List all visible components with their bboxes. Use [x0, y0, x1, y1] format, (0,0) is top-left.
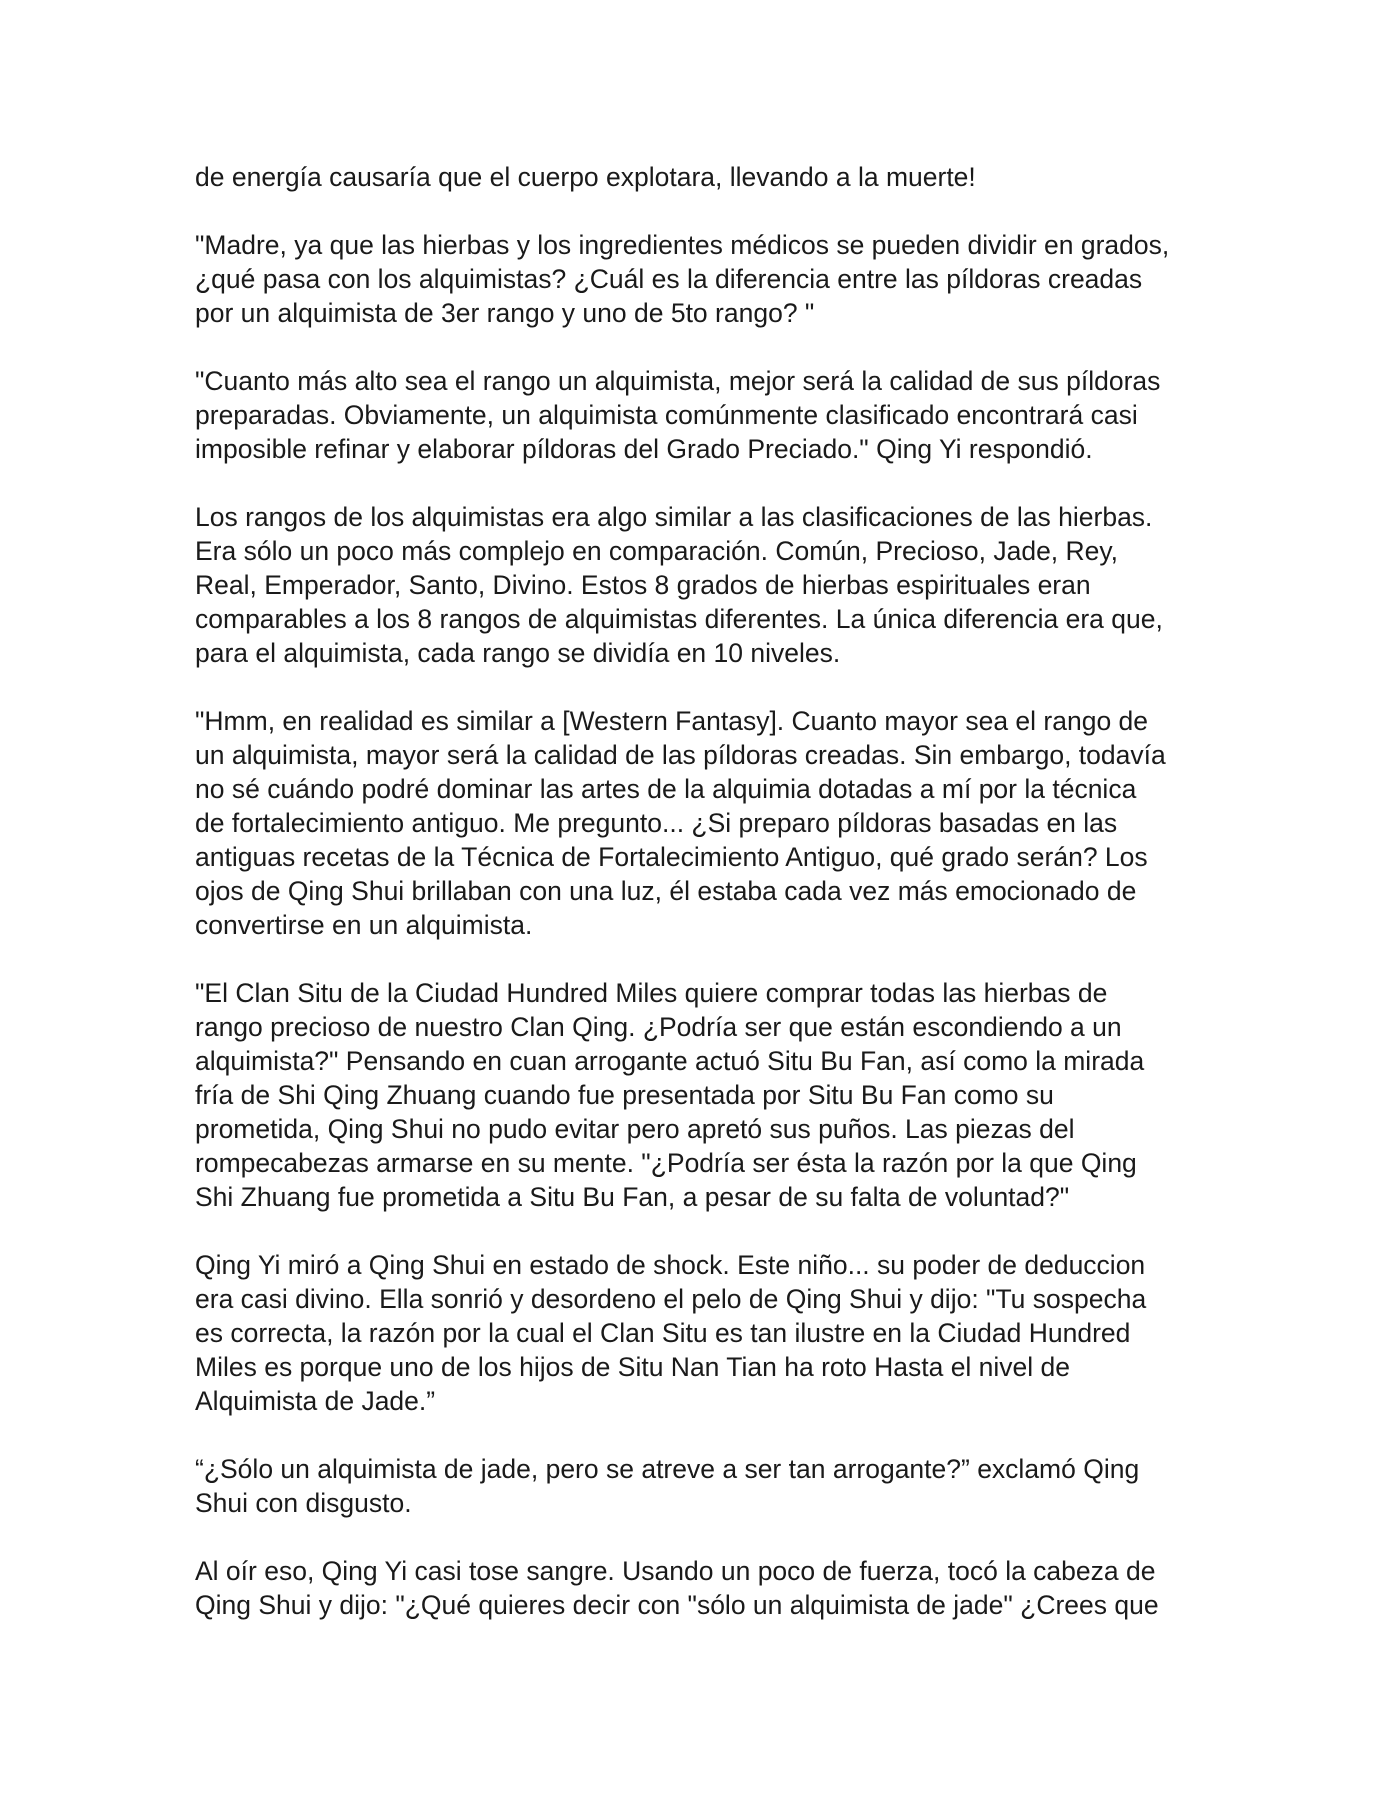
paragraph-1: de energía causaría que el cuerpo explotara, llevando a la muerte!	[195, 162, 976, 192]
paragraph-9: Al oír eso, Qing Yi casi tose sangre. Usando un poco de fuerza, tocó la cabeza de Qing Shui y dijo: "¿Qué quieres decir con "sólo un alquimista de jade" ¿Crees que	[195, 1556, 1159, 1620]
paragraph-6: "El Clan Situ de la Ciudad Hundred Miles quiere comprar todas las hierbas de rango precioso de nuestro Clan Qing. ¿Podría ser que están escondiendo a un alquimista?" Pensando en cuan arrogante actuó Situ Bu Fan, así como la mirada fría de Shi Qing Zhuang cuando fue presentada por Situ Bu Fan como su prometida, Qing Shui no pudo evitar pero apretó sus puños. Las piezas del rompecabezas armarse en su mente. "¿Podría ser ésta la razón por la que Qing Shi Zhuang fue prometida a Situ Bu Fan, a pesar de su falta de voluntad?"	[195, 978, 1145, 1212]
paragraph-4: Los rangos de los alquimistas era algo similar a las clasificaciones de las hierbas. Era sólo un poco más complejo en comparación. Común, Precioso, Jade, Rey, Real, Emperador, Santo, Divino. Estos 8 grados de hierbas espirituales eran comparables a los 8 rangos de alquimistas diferentes. La única diferencia era que, para el alquimista, cada rango se dividía en 10 niveles.	[195, 502, 1163, 668]
paragraph-7: Qing Yi miró a Qing Shui en estado de shock. Este niño... su poder de deduccion era casi divino. Ella sonrió y desordeno el pelo de Qing Shui y dijo: "Tu sospecha es correcta, la razón por la cual el Clan Situ es tan ilustre en la Ciudad Hundred Miles es porque uno de los hijos de Situ Nan Tian ha roto Hasta el nivel de Alquimista de Jade.”	[195, 1250, 1147, 1416]
paragraph-2: "Madre, ya que las hierbas y los ingredientes médicos se pueden dividir en grados, ¿qué pasa con los alquimistas? ¿Cuál es la diferencia entre las píldoras creadas por un alquimista de 3er rango y uno de 5to rango? "	[195, 230, 1170, 328]
paragraph-5: "Hmm, en realidad es similar a [Western Fantasy]. Cuanto mayor sea el rango de un alquimista, mayor será la calidad de las píldoras creadas. Sin embargo, todavía no sé cuándo podré dominar las artes de la alquimia dotadas a mí por la técnica de fortalecimiento antiguo. Me pregunto... ¿Si preparo píldoras basadas en las antiguas recetas de la Técnica de Fortalecimiento Antiguo, qué grado serán? Los ojos de Qing Shui brillaban con una luz, él estaba cada vez más emocionado de convertirse en un alquimista.	[195, 706, 1166, 940]
body-text	[195, 160, 1215, 1656]
paragraph-8: “¿Sólo un alquimista de jade, pero se atreve a ser tan arrogante?” exclamó Qing Shui con disgusto.	[195, 1454, 1140, 1518]
paragraph-3: "Cuanto más alto sea el rango un alquimista, mejor será la calidad de sus píldoras preparadas. Obviamente, un alquimista comúnmente clasificado encontrará casi imposible refinar y elaborar píldoras del Grado Preciado." Qing Yi respondió.	[195, 366, 1161, 464]
